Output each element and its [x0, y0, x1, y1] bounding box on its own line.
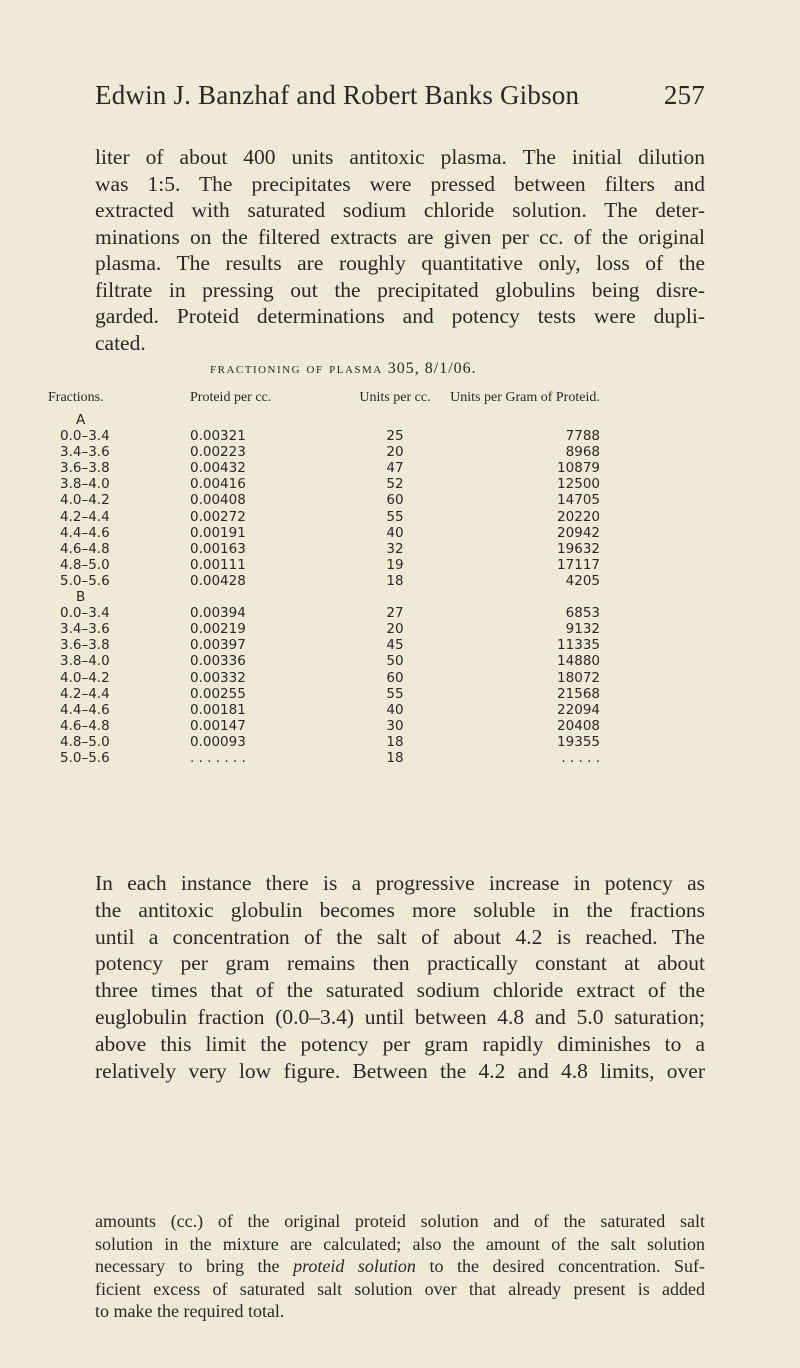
cell-units: 20	[386, 621, 404, 638]
table-row	[48, 605, 600, 621]
cell-proteid: 0.00093	[190, 733, 246, 750]
cell-units: 32	[386, 540, 404, 557]
table-row	[48, 460, 600, 476]
cell-fraction: 4.4–4.6	[60, 701, 110, 718]
cell-units-per-gram: 22094	[557, 701, 600, 718]
cell-units: 18	[386, 733, 404, 750]
group-label-row	[48, 412, 600, 428]
text-segment: to the desired concentration. Suf-	[415, 1256, 705, 1276]
cell-proteid: 0.00397	[190, 637, 246, 654]
table-row	[48, 573, 600, 589]
cell-fraction: 4.0–4.2	[60, 669, 110, 686]
page-number: 257	[663, 80, 705, 110]
cell-units-per-gram: 14880	[557, 653, 600, 670]
text-line: plasma. The results are roughly quantitative only, loss of the	[95, 251, 705, 275]
table-row	[48, 653, 600, 669]
cell-units-per-gram: 12500	[557, 476, 600, 493]
text-line: to make the required total.	[95, 1301, 285, 1321]
text-line: liter of about 400 units antitoxic plasma. The initial dilution	[95, 145, 705, 169]
cell-proteid: . . . . . . .	[190, 749, 246, 766]
text-line: extracted with saturated sodium chloride solution. The deter-	[95, 198, 705, 222]
table-row	[48, 525, 600, 541]
text-line: filtrate in pressing out the precipitated globulins being disre-	[95, 277, 705, 302]
header-authors: Edwin J. Banzhaf and Robert Banks Gibson	[95, 80, 580, 110]
col-header-units: Units per cc.	[359, 390, 431, 405]
cell-proteid: 0.00272	[190, 508, 246, 525]
paragraph-methods	[95, 144, 705, 356]
text-line: above this limit the potency per gram rapidly diminishes to a	[95, 1031, 705, 1056]
cell-fraction: 4.0–4.2	[60, 492, 110, 509]
cell-units: 47	[386, 460, 404, 477]
cell-units: 50	[386, 653, 404, 670]
table-row	[48, 621, 600, 637]
cell-proteid: 0.00163	[190, 540, 246, 557]
cell-units: 25	[386, 428, 404, 445]
cell-units-per-gram: 17117	[557, 556, 600, 573]
cell-fraction: 4.2–4.4	[60, 508, 110, 525]
cell-units-per-gram: 20220	[557, 508, 600, 525]
cell-proteid: 0.00408	[190, 492, 246, 509]
cell-units: 40	[386, 524, 404, 541]
table-row	[48, 476, 600, 492]
text-line: minations on the filtered extracts are given per cc. of the original	[95, 224, 705, 249]
text-line: In each instance there is a progressive increase in potency as	[95, 871, 705, 895]
cell-units-per-gram: 4205	[565, 572, 600, 589]
col-header-units-per-gram: Units per Gram of Proteid.	[450, 390, 600, 405]
table-row	[48, 718, 600, 734]
cell-units-per-gram: 19632	[557, 540, 600, 557]
table-row	[48, 444, 600, 460]
cell-units: 60	[386, 669, 404, 686]
cell-units-per-gram: 6853	[565, 605, 600, 622]
cell-fraction: 0.0–3.4	[60, 605, 110, 622]
text-line: until a concentration of the salt of about 4.2 is reached. The	[95, 924, 705, 949]
text-line: cated.	[95, 330, 146, 355]
group-label-row	[48, 589, 600, 605]
cell-proteid: 0.00223	[190, 444, 246, 461]
col-header-proteid: Proteid per cc.	[190, 390, 272, 405]
paragraph-results	[95, 870, 705, 1084]
cell-units-per-gram: 7788	[565, 428, 600, 445]
cell-fraction: 3.4–3.6	[60, 621, 110, 638]
cell-units: 19	[386, 556, 404, 573]
cell-proteid: 0.00336	[190, 653, 246, 670]
cell-fraction: 3.6–3.8	[60, 460, 110, 477]
cell-fraction: 4.4–4.6	[60, 524, 110, 541]
paragraph-continuation	[95, 1210, 705, 1323]
text-line: relatively very low figure. Between the 4.2 and 4.8 limits, over	[95, 1058, 705, 1083]
text-line: garded. Proteid determinations and potency tests were dupli-	[95, 304, 705, 328]
cell-units-per-gram: 8968	[565, 444, 600, 461]
cell-proteid: 0.00181	[190, 701, 246, 718]
italic-term: proteid solution	[293, 1256, 416, 1276]
group-label: B	[76, 589, 86, 606]
cell-units-per-gram: 11335	[557, 637, 600, 654]
cell-fraction: 4.8–5.0	[60, 556, 110, 573]
table-row	[48, 686, 600, 702]
cell-fraction: 4.2–4.4	[60, 685, 110, 702]
table-row	[48, 670, 600, 686]
table-title	[210, 360, 477, 378]
table-row	[48, 509, 600, 525]
text-line: ficient excess of saturated salt solution over that already present is added	[95, 1278, 705, 1299]
table-row	[48, 541, 600, 557]
cell-proteid: 0.00255	[190, 685, 246, 702]
cell-units-per-gram: 14705	[557, 492, 600, 509]
cell-units: 55	[386, 685, 404, 702]
cell-units: 60	[386, 492, 404, 509]
text-line: potency per gram remains then practically constant at about	[95, 951, 705, 976]
cell-proteid: 0.00219	[190, 621, 246, 638]
text-line: solution in the mixture are calculated; also the amount of the salt solution	[95, 1233, 705, 1254]
cell-fraction: 5.0–5.6	[60, 749, 110, 766]
table-row	[48, 428, 600, 444]
cell-units-per-gram: 18072	[557, 669, 600, 686]
table-row	[48, 557, 600, 573]
cell-fraction: 4.6–4.8	[60, 540, 110, 557]
text-line	[95, 1255, 705, 1278]
cell-fraction: 3.6–3.8	[60, 637, 110, 654]
table-body	[48, 412, 600, 766]
table-row	[48, 734, 600, 750]
cell-proteid: 0.00191	[190, 524, 246, 541]
cell-fraction: 5.0–5.6	[60, 572, 110, 589]
cell-proteid: 0.00332	[190, 669, 246, 686]
table-title-suffix: 305, 8/1/06.	[387, 360, 477, 377]
text-line: was 1:5. The precipitates were pressed between filters and	[95, 171, 705, 196]
text-line: the antitoxic globulin becomes more soluble in the fractions	[95, 897, 705, 922]
cell-units-per-gram: 10879	[557, 460, 600, 477]
text-line: three times that of the saturated sodium chloride extract of the	[95, 978, 705, 1003]
table-row	[48, 750, 600, 766]
cell-proteid: 0.00432	[190, 460, 246, 477]
col-header-fractions: Fractions.	[48, 390, 104, 405]
cell-units: 18	[386, 572, 404, 589]
cell-units: 55	[386, 508, 404, 525]
cell-units-per-gram: . . . . .	[561, 749, 600, 766]
table-row	[48, 492, 600, 508]
table-header-row	[48, 384, 600, 412]
cell-proteid: 0.00416	[190, 476, 246, 493]
cell-proteid: 0.00394	[190, 605, 246, 622]
cell-units: 18	[386, 749, 404, 766]
cell-proteid: 0.00428	[190, 572, 246, 589]
table-title-prefix: fractioning of plasma	[210, 360, 383, 377]
cell-units: 52	[386, 476, 404, 493]
cell-proteid: 0.00321	[190, 428, 246, 445]
cell-fraction: 3.8–4.0	[60, 476, 110, 493]
cell-units-per-gram: 20408	[557, 717, 600, 734]
cell-units-per-gram: 20942	[557, 524, 600, 541]
cell-units-per-gram: 9132	[565, 621, 600, 638]
cell-units: 27	[386, 605, 404, 622]
cell-units: 30	[386, 717, 404, 734]
cell-fraction: 3.8–4.0	[60, 653, 110, 670]
group-label: A	[76, 412, 86, 428]
cell-proteid: 0.00111	[190, 556, 246, 573]
cell-units-per-gram: 19355	[557, 733, 600, 750]
cell-units-per-gram: 21568	[557, 685, 600, 702]
cell-proteid: 0.00147	[190, 717, 246, 734]
cell-fraction: 4.6–4.8	[60, 717, 110, 734]
text-line: amounts (cc.) of the original proteid solution and of the saturated salt	[95, 1211, 705, 1231]
table-row	[48, 702, 600, 718]
text-segment: necessary to bring the	[95, 1256, 294, 1276]
cell-units: 45	[386, 637, 404, 654]
cell-units: 20	[386, 444, 404, 461]
text-line: euglobulin fraction (0.0–3.4) until between 4.8 and 5.0 saturation;	[95, 1004, 705, 1029]
cell-fraction: 3.4–3.6	[60, 444, 110, 461]
cell-fraction: 0.0–3.4	[60, 428, 110, 445]
fractioning-table	[48, 384, 600, 766]
cell-units: 40	[386, 701, 404, 718]
table-row	[48, 637, 600, 653]
cell-fraction: 4.8–5.0	[60, 733, 110, 750]
